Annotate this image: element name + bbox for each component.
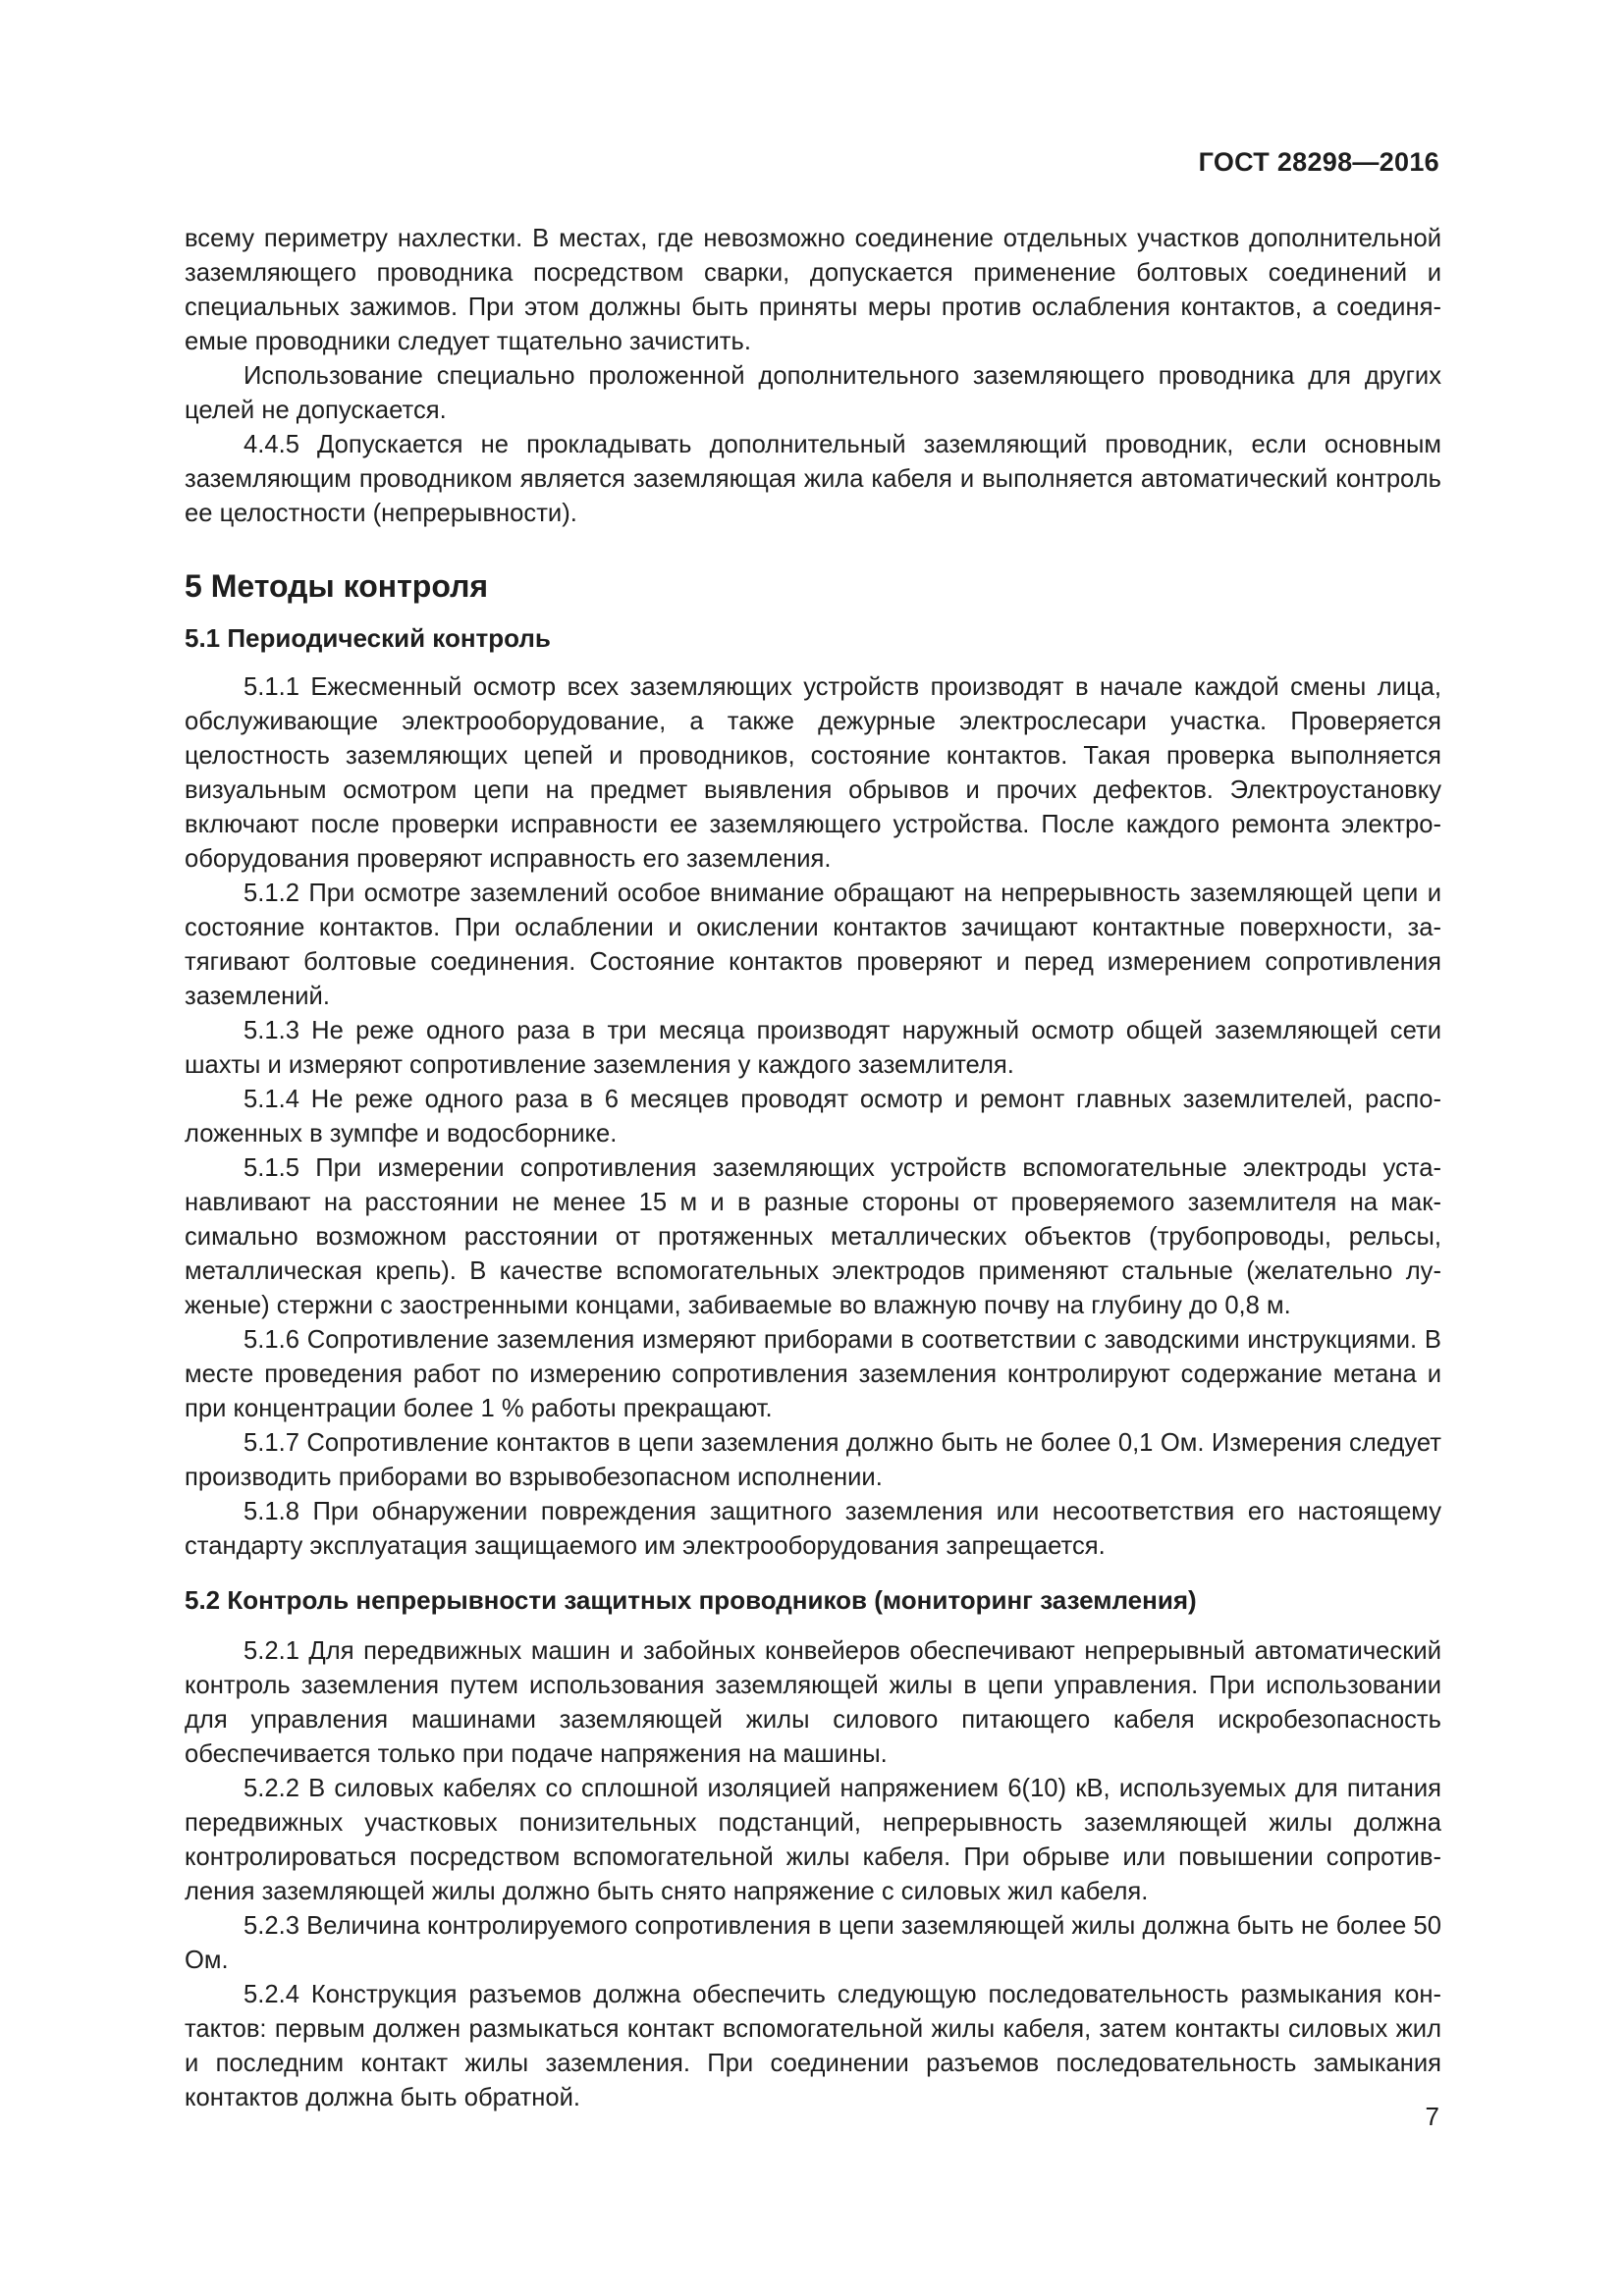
paragraph-5-2-2: 5.2.2 В силовых кабелях со сплошной изоляцией напряжением 6(10) кВ, используемых для питания передвижных участковых понизительных подстанций, непрерывность заземляющей жилы должна контролироваться посредством вспомогательной жилы кабеля. При обрыве или повышении сопротивления заземляющей жилы должно быть снято напряжение с силовых жил кабеля.	[185, 1775, 1441, 1905]
paragraph-5-1-6: 5.1.6 Сопротивление заземления измеряют приборами в соответствии с заводскими инструкциями. В месте проведения работ по измерению сопротивления заземления контролируют содержание метана и при концентрации более 1 % работы прекращают.	[185, 1326, 1441, 1422]
paragraph-5-1-8: 5.1.8 При обнаружении повреждения защитного заземления или несоответствия его настоящему стандарту эксплуатация защищаемого им электрооборудования запрещается.	[185, 1498, 1441, 1560]
page-number: 7	[1425, 2102, 1439, 2131]
paragraph-5-1-5: 5.1.5 При измерении сопротивления заземляющих устройств вспомогательные электроды устанавливают на расстоянии не менее 15 м и в разные стороны от проверяемого заземлителя на максимально возможном расстоянии от протяженных металлических объектов (трубопроводы, рельсы, металлическая крепь). В качестве вспомогательных электродов применяют стальные (желательно луженые) стержни с заостренными концами, забиваемые во влажную почву на глубину до 0,8 м.	[185, 1154, 1441, 1319]
document-header-standard-id: ГОСТ 28298—2016	[1198, 147, 1439, 177]
document-body	[185, 222, 1441, 2115]
subsection-heading-5-2: 5.2 Контроль непрерывности защитных проводников (мониторинг заземления)	[185, 1585, 1197, 1615]
subsection-heading-5-1: 5.1 Периодический контроль	[185, 623, 551, 653]
paragraph-5-2-1: 5.2.1 Для передвижных машин и забойных конвейеров обеспечивают непрерывный автоматический контроль заземления путем использования заземляющей жилы в цепи управления. При использовании для управления машинами заземляющей жилы силового питающего кабеля искробезопасность обеспечивается только при подаче напряжения на машины.	[185, 1637, 1441, 1768]
paragraph-5-1-4: 5.1.4 Не реже одного раза в 6 месяцев проводят осмотр и ремонт главных заземлителей, расположенных в зумпфе и водосборнике.	[185, 1086, 1441, 1148]
paragraph-5-1-1: 5.1.1 Ежесменный осмотр всех заземляющих устройств производят в начале каждой смены лица, обслуживающие электрооборудование, а также дежурные электрослесари участка. Проверяется целостность заземляющих цепей и проводников, состояние контактов. Такая проверка выполняется визуальным осмотром цепи на предмет выявления обрывов и прочих дефектов. Электроустановку включают после проверки исправности ее заземляющего устройства. После каждого ремонта электрооборудования проверяют исправность его заземления.	[185, 673, 1441, 873]
paragraph-4-4-5: 4.4.5 Допускается не прокладывать дополнительный заземляющий проводник, если основным заземляющим проводником является заземляющая жила кабеля и выполняется автоматический контроль ее целостности (непрерывности).	[185, 431, 1441, 527]
paragraph: Использование специально проложенной дополнительного заземляющего проводника для других целей не допускается.	[185, 362, 1441, 424]
paragraph-5-2-3: 5.2.3 Величина контролируемого сопротивления в цепи заземляющей жилы должна быть не более 50 Ом.	[185, 1912, 1441, 1974]
paragraph-5-2-4: 5.2.4 Конструкция разъемов должна обеспечить следующую последовательность размыкания контактов: первым должен размыкаться контакт вспомогательной жилы кабеля, затем контакты силовых жил и последним контакт жилы заземления. При соединении разъемов последовательность замыкания контактов должна быть обратной.	[185, 1981, 1441, 2111]
section-heading-5: 5 Методы контроля	[185, 568, 489, 604]
paragraph-5-1-3: 5.1.3 Не реже одного раза в три месяца производят наружный осмотр общей заземляющей сети шахты и измеряют сопротивление заземления у каждого заземлителя.	[185, 1017, 1441, 1079]
paragraph-5-1-7: 5.1.7 Сопротивление контактов в цепи заземления должно быть не более 0,1 Ом. Измерения следует производить приборами во взрывобезопасном исполнении.	[185, 1429, 1441, 1491]
paragraph-continuation: всему периметру нахлестки. В местах, где невозможно соединение отдельных участков дополнительной заземляющего проводника посредством сварки, допускается применение болтовых соединений и специальных зажимов. При этом должны быть приняты меры против ослабления контактов, а соединяемые проводники следует тщательно зачистить.	[185, 225, 1441, 355]
paragraph-5-1-2: 5.1.2 При осмотре заземлений особое внимание обращают на непрерывность заземляющей цепи и состояние контактов. При ослаблении и окислении контактов зачищают контактные поверхности, затягивают болтовые соединения. Состояние контактов проверяют и перед измерением сопротивления заземлений.	[185, 880, 1441, 1010]
